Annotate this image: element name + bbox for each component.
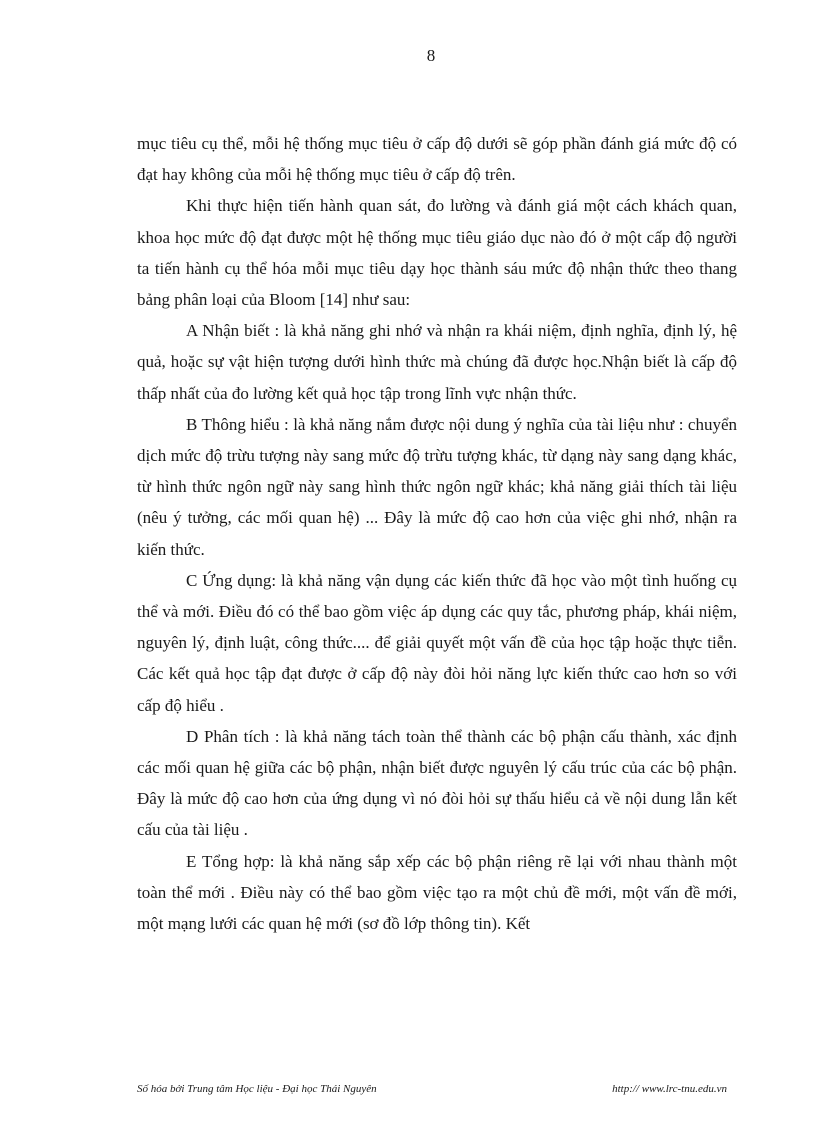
footer-url: http:// www.lrc-tnu.edu.vn <box>612 1083 727 1095</box>
footer-source: Số hóa bởi Trung tâm Học liệu - Đại học Thái Nguyên <box>137 1083 377 1095</box>
paragraph-phan-tich: D Phân tích : là khả năng tách toàn thể thành các bộ phận cấu thành, xác định các mối quan hệ giữa các bộ phận, nhận biết được nguyên lý cấu trúc của các bộ phận. Đây là mức độ cao hơn của ứng dụng vì nó đòi hỏi sự thấu hiểu cả về nội dung lẫn kết cấu của tài liệu . <box>137 726 737 840</box>
body-text <box>137 128 737 939</box>
paragraph-bloom-intro: Khi thực hiện tiến hành quan sát, đo lường và đánh giá một cách khách quan, khoa học mức độ đạt được một hệ thống mục tiêu giáo dục nào đó ở một cấp độ người ta tiến hành cụ thể hóa mỗi mục tiêu dạy học thành sáu mức độ nhận thức theo thang bảng phân loại của Bloom [14] như sau: <box>137 196 737 310</box>
paragraph-ung-dung: C Ứng dụng: là khả năng vận dụng các kiến thức đã học vào một tình huống cụ thể và mới. Điều đó có thể bao gồm việc áp dụng các quy tắc, phương pháp, khái niệm, nguyên lý, định luật, công thức.... để giải quyết một vấn đề của học tập hoặc thực tiễn. Các kết quả học tập đạt được ở cấp độ này đòi hỏi năng lực kiến thức cao hơn so với cấp độ hiểu . <box>137 570 737 715</box>
paragraph-continuation: mục tiêu cụ thể, mỗi hệ thống mục tiêu ở cấp độ dưới sẽ góp phần đánh giá mức độ có đạt hay không của mỗi hệ thống mục tiêu ở cấp độ trên. <box>137 134 737 185</box>
page-footer <box>137 1083 727 1095</box>
page-number: 8 <box>426 46 436 65</box>
paragraph-tong-hop: E Tổng hợp: là khả năng sắp xếp các bộ phận riêng rẽ lại với nhau thành một toàn thể mới . Điều này có thể bao gồm việc tạo ra một chủ đề mới, một vấn đề mới, một mạng lưới các quan hệ mới (sơ đồ lớp thông tin). Kết <box>137 851 737 934</box>
paragraph-nhan-biet: A Nhận biết : là khả năng ghi nhớ và nhận ra khái niệm, định nghĩa, định lý, hệ quả, hoặc sự vật hiện tượng dưới hình thức mà chúng đã được học.Nhận biết là cấp độ thấp nhất của đo lường kết quả học tập trong lĩnh vực nhận thức. <box>137 321 737 403</box>
paragraph-thong-hieu: B Thông hiểu : là khả năng nắm được nội dung ý nghĩa của tài liệu như : chuyển dịch mức độ trừu tượng này sang mức độ trừu tượng khác, từ dạng này sang dạng khác, từ hình thức ngôn ngữ này sang hình thức ngôn ngữ khác; khả năng giải thích tài liệu (nêu ý tưởng, các mối quan hệ) ... Đây là mức độ cao hơn của việc ghi nhớ, nhận ra kiến thức. <box>137 414 737 559</box>
